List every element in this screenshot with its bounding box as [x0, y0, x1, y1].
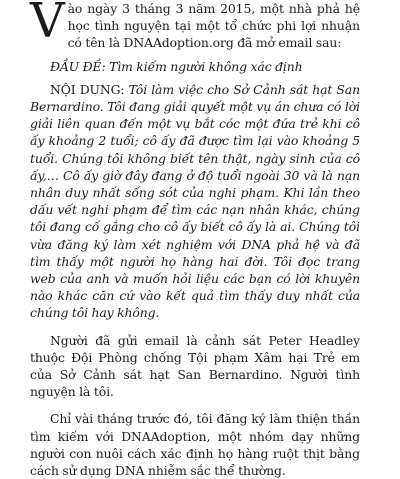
content-label: NỘI DUNG:: [50, 81, 125, 97]
intro-text: ào ngày 3 tháng 3 năm 2015, một nhà phả hệ học tình nguyện tại một tổ chức phi lợi nhuận có tên là DNAAdoption.org đã mở email sau:: [67, 1, 360, 51]
email-subject: ĐẦU ĐỀ: Tìm kiếm người không xác định: [50, 58, 303, 74]
drop-cap: V: [30, 0, 65, 49]
intro-paragraph: [30, 0, 360, 52]
content-text: Tôi làm việc cho Sở Cảnh sát hạt San Bernardino. Tôi đang giải quyết một vụ án chưa có lời giải liên quan đến một vụ bắt cóc một đứa trẻ khi cô ấy khoảng 2 tuổi; cô ấy đã được tìm lại vào khoảng 5 tuổi. Chúng tôi không biết tên thật, ngày sinh của cô ấy,… Cô ấy giờ đây đang ở độ tuổi ngoài 30 và là nạn nhân duy nhất sống sót của nghi phạm. Khi lần theo dấu vết nghi phạm để tìm các nạn nhân khác, chúng tôi đang cố gắng cho cô ấy biết cô ấy là ai. Chúng tôi vừa đăng ký làm xét nghiệm với DNA phả hệ và đã tìm thấy một người họ hàng hai đời. Tôi đọc trang web của anh và muốn hỏi liệu các bạn có lời khuyên nào khác căn cứ vào kết quả tìm thấy duy nhất của chúng tôi hay không.: [30, 81, 360, 321]
body-paragraph-2: Người đã gửi email là cảnh sát Peter Headley thuộc Đội Phòng chống Tội phạm Xâm hại Trẻ em của Sở Cảnh sát hạt San Bernardino. Người tình nguyện là tôi.: [30, 332, 360, 400]
book-page: [30, 0, 360, 479]
email-content: [30, 81, 360, 322]
body-paragraph-3: Chỉ vài tháng trước đó, tôi đăng ký làm thiện thần tìm kiếm với DNAAdoption, một nhóm dạy những người con nuôi cách xác định họ hàng ruột thịt bằng cách sử dụng DNA nhiễm sắc thể thường.: [30, 411, 360, 479]
